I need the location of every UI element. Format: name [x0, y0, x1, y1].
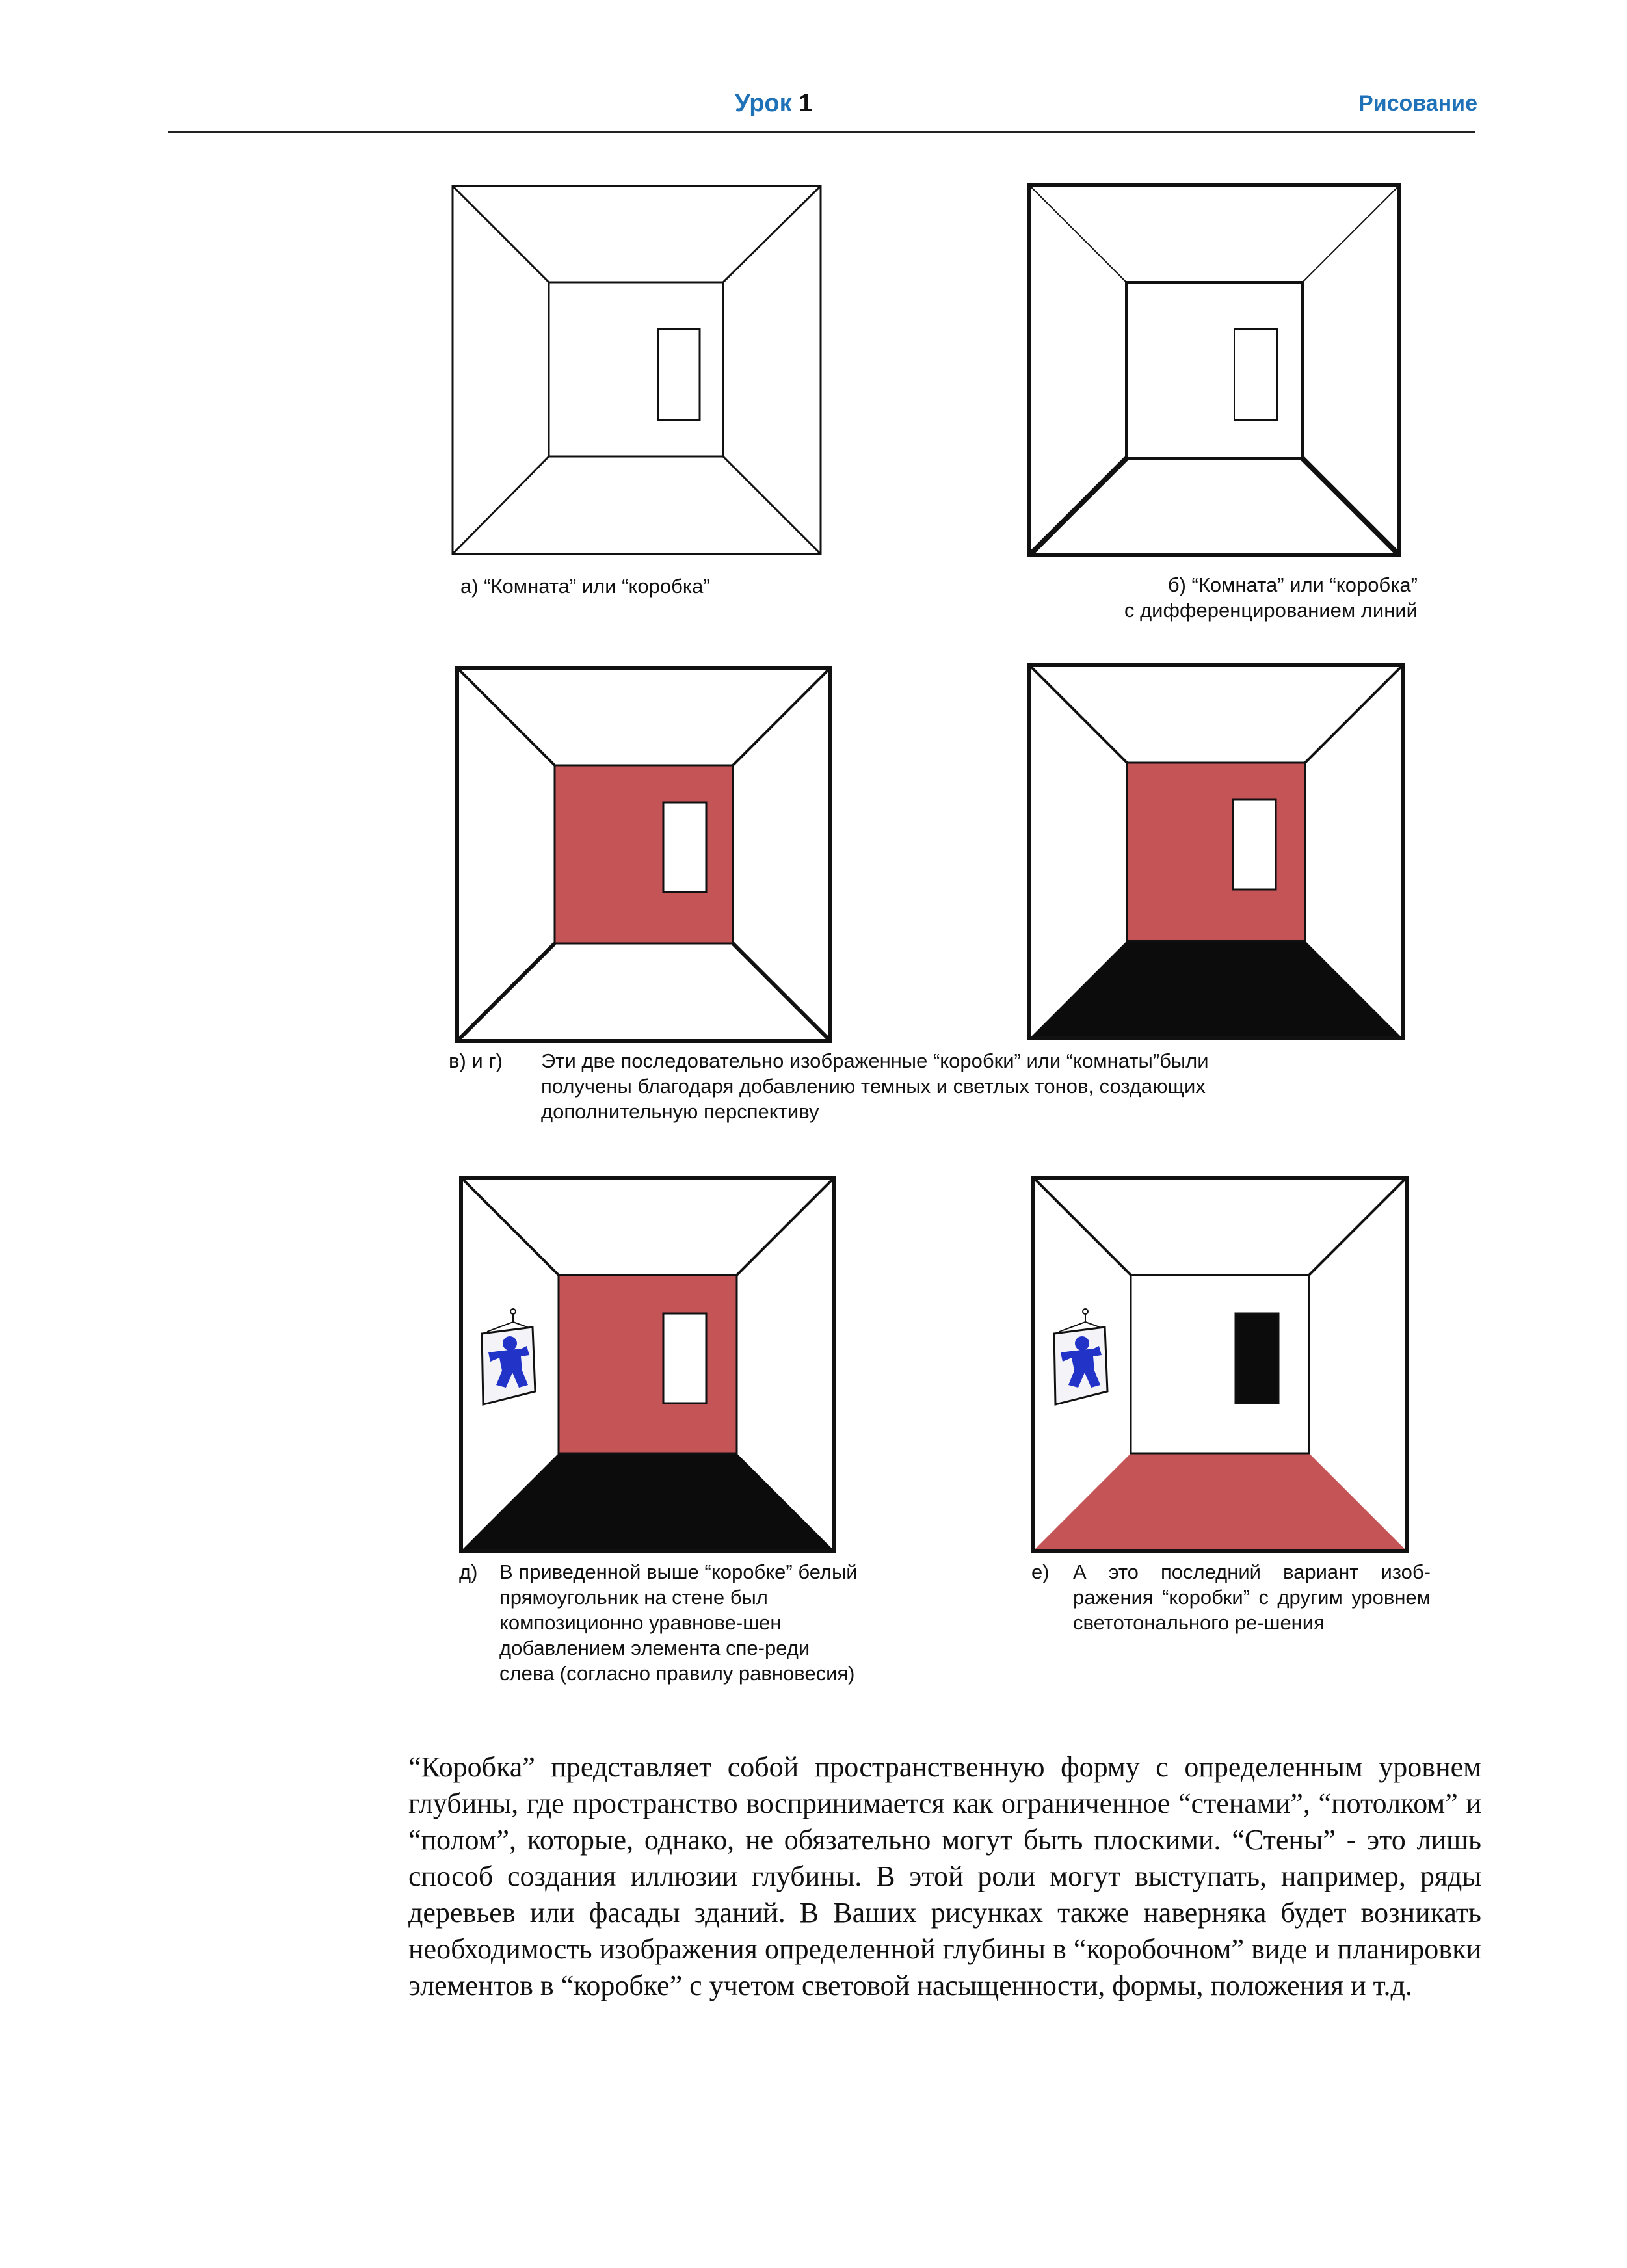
figure-e-label: е) — [1031, 1561, 1050, 1583]
figure-vg-caption-line2: получены благодаря добавлению темных и светлых тонов, создающих — [541, 1075, 1206, 1098]
figure-a-box — [451, 185, 822, 555]
figure-b-caption-line2: с дифференцированием линий — [1124, 599, 1418, 622]
wall-picture-icon — [482, 1309, 535, 1404]
figure-g-box — [1027, 663, 1405, 1040]
figure-d-label: д) — [459, 1561, 478, 1583]
figure-d-caption: В приведенной выше “коробке” белый прямоугольник на стене был композиционно уравнове-шен добавлением элемента спе-реди слева (согласно правилу равновесия) — [499, 1561, 858, 1685]
figure-v-box — [455, 666, 832, 1043]
header-lesson-number: 1 — [799, 90, 813, 117]
figure-a-caption: а) “Комната” или “коробка” — [460, 575, 710, 598]
figure-vg-caption-line3: дополнительную перспективу — [541, 1100, 819, 1123]
header-lesson — [735, 90, 812, 118]
figure-e-caption: А это последний вариант изоб-ражения “коробки” с другим уровнем светотонального ре-шения — [1073, 1561, 1431, 1634]
figure-vg-caption — [541, 1048, 1373, 1124]
figure-vg-label: в) и г) — [449, 1049, 503, 1072]
figure-b-caption — [1001, 572, 1418, 623]
figure-b-box — [1027, 183, 1401, 557]
figure-d-box — [459, 1176, 836, 1553]
figure-vg-caption-line1: Эти две последовательно изображенные “коробки” или “комнаты”были — [541, 1049, 1209, 1072]
wall-picture-icon-2 — [1054, 1309, 1107, 1404]
figure-b-caption-line1: б) “Комната” или “коробка” — [1167, 574, 1418, 596]
header-subject: Рисование — [1358, 91, 1477, 116]
header-rule — [168, 131, 1475, 133]
figure-e-box — [1031, 1176, 1409, 1553]
header-lesson-word: Урок — [735, 90, 792, 117]
body-paragraph: “Коробка” представляет собой пространственную форму с определенным уровнем глубины, где пространство воспринимается как ограниченное “стенами”, “потолком” и “полом”, которые, однако, не обязательно могут быть плоскими. “Стены” - это лишь способ создания иллюзии глубины. В этой роли могут выступать, например, ряды деревьев или фасады зданий. В Ваших рисунках также наверняка будет возникать необходимость изображения определенной глубины в “коробочном” виде и планировки элементов в “коробке” с учетом световой насыщенности, формы, положения и т.д. — [408, 1751, 1481, 2001]
